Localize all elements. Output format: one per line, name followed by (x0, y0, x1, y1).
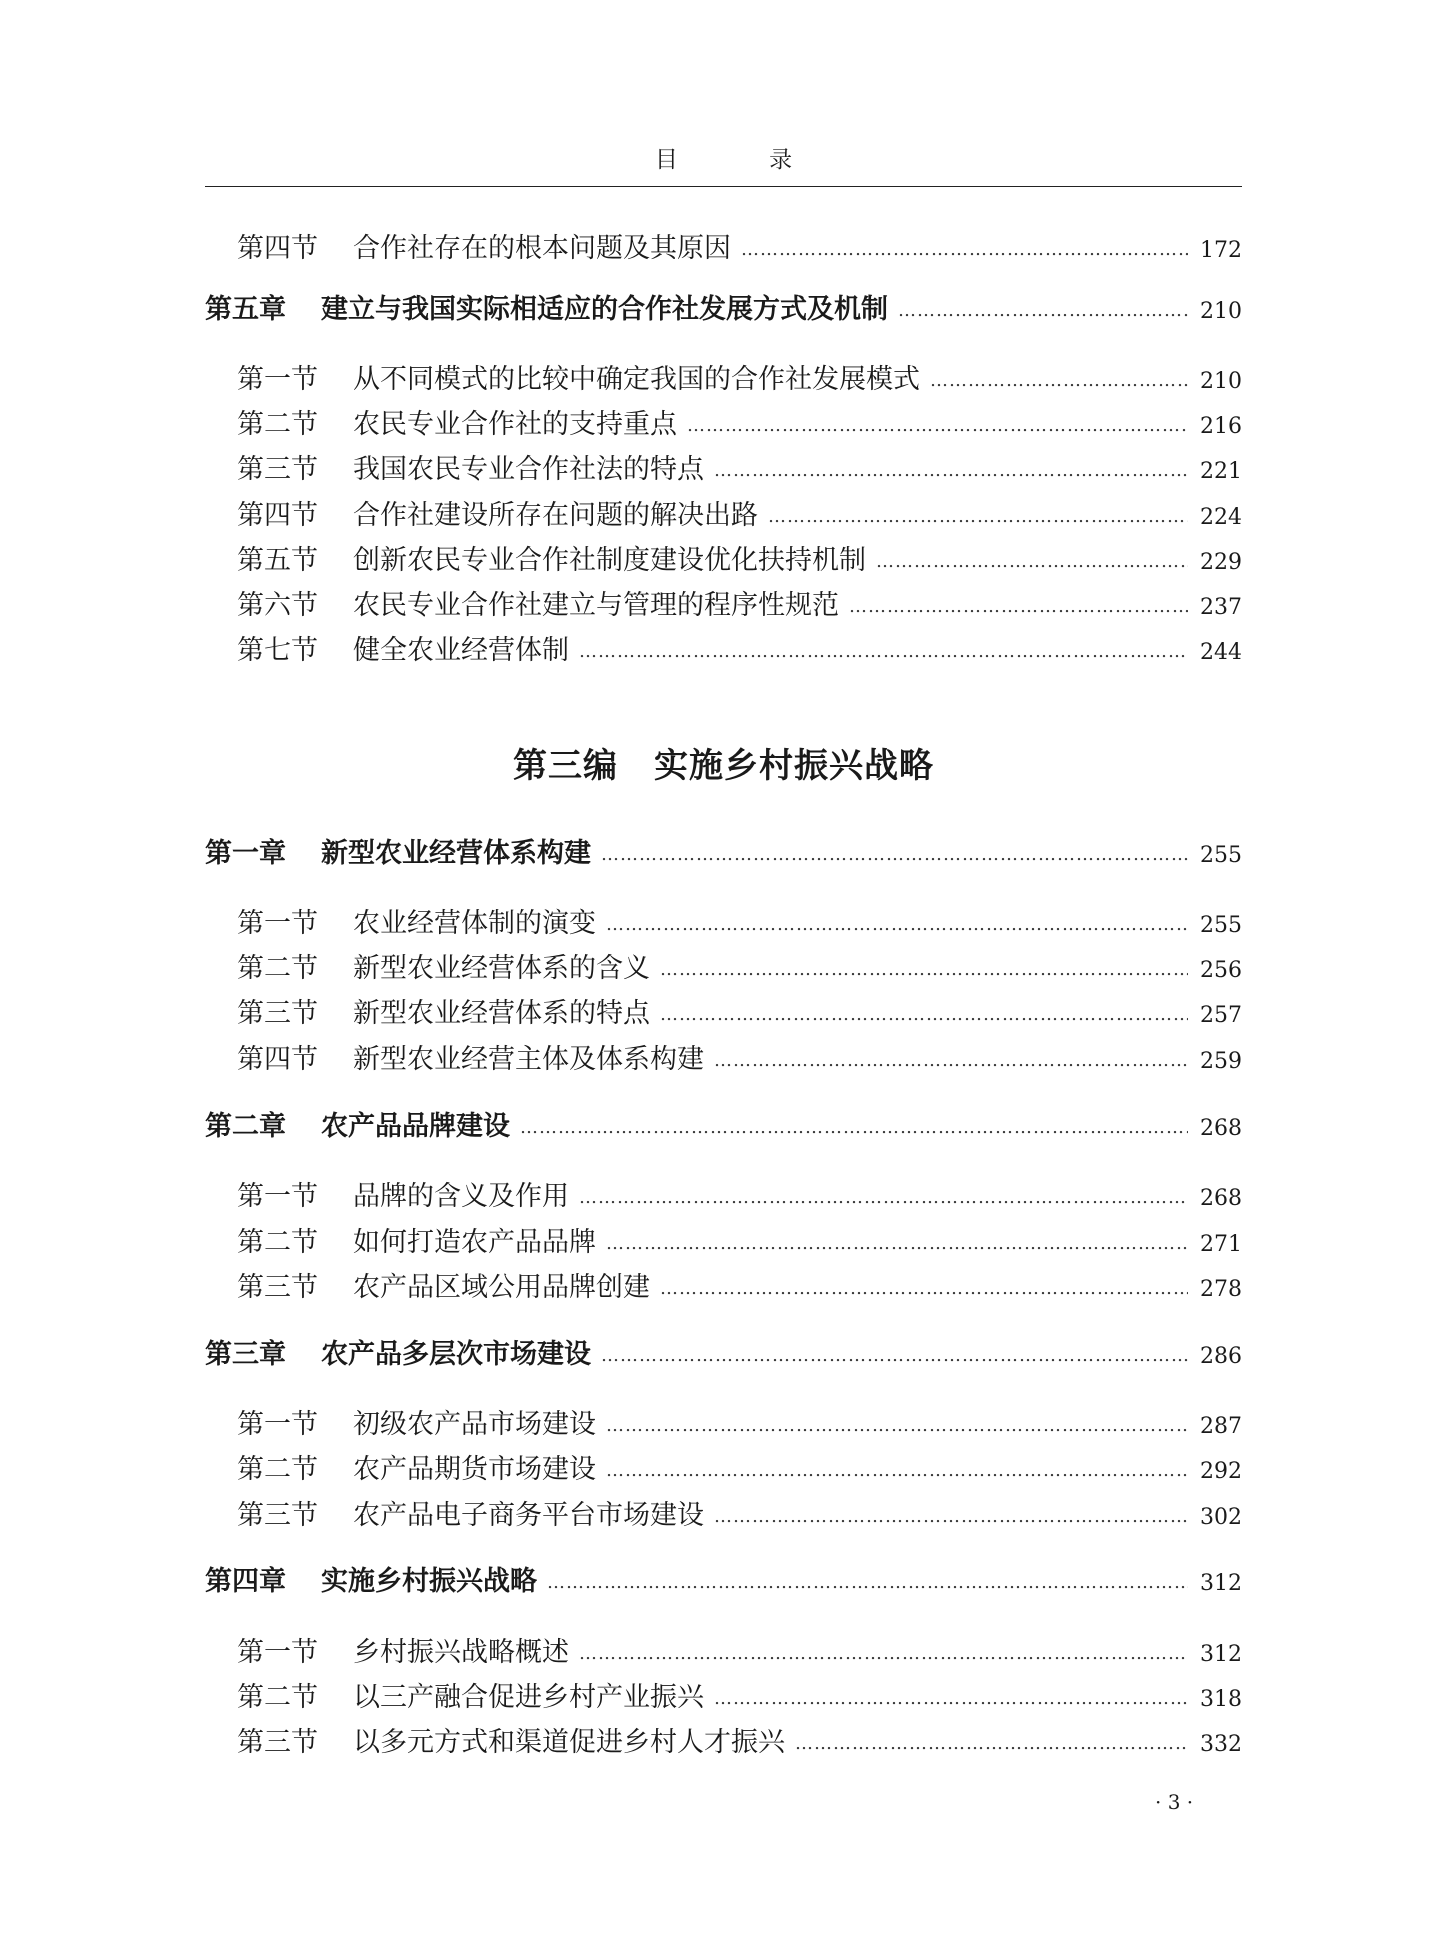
dot-leader (601, 1345, 1188, 1366)
dot-leader (547, 1572, 1188, 1593)
dot-leader (714, 1050, 1188, 1071)
section-number: 第三节 (237, 1272, 318, 1303)
toc-section-row (205, 226, 1242, 266)
page-ref: 221 (1200, 459, 1242, 484)
toc-chapter-row (205, 287, 1242, 327)
page-ref: 259 (1200, 1049, 1242, 1074)
toc-chapter-row (205, 1559, 1242, 1599)
chapter-number: 第一章 (205, 838, 286, 869)
section-title: 新型农业经营体系的含义 (353, 953, 650, 984)
section-number: 第四节 (237, 500, 318, 531)
section-number: 第二节 (237, 409, 318, 440)
toc-section-row (205, 1630, 1242, 1670)
dot-leader (579, 1187, 1188, 1208)
dot-leader (606, 1415, 1188, 1436)
dot-leader (714, 1506, 1188, 1527)
toc-section-row (205, 583, 1242, 623)
toc-section-row (205, 1675, 1242, 1715)
page-ref: 292 (1200, 1459, 1242, 1484)
dot-leader (660, 959, 1188, 980)
page-ref: 302 (1200, 1505, 1242, 1530)
section-title: 农民专业合作社的支持重点 (353, 409, 677, 440)
toc-section-row (205, 447, 1242, 487)
dot-leader (768, 506, 1188, 527)
section-title: 农产品电子商务平台市场建设 (353, 1500, 704, 1531)
section-number: 第三节 (237, 1500, 318, 1531)
section-title: 初级农产品市场建设 (353, 1409, 596, 1440)
dot-leader (606, 1233, 1188, 1254)
section-title: 如何打造农产品品牌 (353, 1227, 596, 1258)
dot-leader (660, 1278, 1188, 1299)
page-ref: 210 (1200, 299, 1242, 324)
dot-leader (876, 551, 1188, 572)
section-title: 农民专业合作社建立与管理的程序性规范 (353, 590, 839, 621)
section-number: 第三节 (237, 454, 318, 485)
chapter-number: 第二章 (205, 1111, 286, 1142)
section-number: 第一节 (237, 908, 318, 939)
dot-leader (579, 641, 1188, 662)
section-title: 农产品区域公用品牌创建 (353, 1272, 650, 1303)
running-header-title: 目 录 (654, 147, 835, 173)
dot-leader (930, 370, 1188, 391)
section-title: 合作社建设所存在问题的解决出路 (353, 500, 758, 531)
dot-leader (687, 415, 1188, 436)
section-number: 第五节 (237, 545, 318, 576)
page-ref: 286 (1200, 1344, 1242, 1369)
dot-leader (714, 1688, 1188, 1709)
dot-leader (520, 1117, 1188, 1138)
dot-leader (849, 596, 1188, 617)
dot-leader (898, 300, 1188, 321)
toc-section-row (205, 1174, 1242, 1214)
toc-section-row (205, 991, 1242, 1031)
dot-leader (601, 844, 1188, 865)
section-number: 第一节 (237, 1637, 318, 1668)
section-number: 第四节 (237, 1044, 318, 1075)
page-ref: 172 (1200, 238, 1242, 263)
chapter-number: 第三章 (205, 1339, 286, 1370)
section-number: 第七节 (237, 635, 318, 666)
page-ref: 256 (1200, 958, 1242, 983)
page-ref: 255 (1200, 913, 1242, 938)
toc-chapter-row (205, 831, 1242, 871)
section-number: 第一节 (237, 1409, 318, 1440)
section-number: 第四节 (237, 233, 318, 264)
section-number: 第六节 (237, 590, 318, 621)
toc-section-row (205, 901, 1242, 941)
chapter-title: 建立与我国实际相适应的合作社发展方式及机制 (321, 294, 888, 325)
toc-section-row (205, 1493, 1242, 1533)
toc-section-row (205, 1037, 1242, 1077)
page-ref: 255 (1200, 843, 1242, 868)
section-title: 从不同模式的比较中确定我国的合作社发展模式 (353, 364, 920, 395)
section-title: 新型农业经营体系的特点 (353, 998, 650, 1029)
page-ref: 229 (1200, 550, 1242, 575)
page-ref: 312 (1200, 1571, 1242, 1596)
part-title-text: 实施乡村振兴战略 (654, 746, 934, 786)
chapter-number: 第四章 (205, 1566, 286, 1597)
page-ref: 257 (1200, 1003, 1242, 1028)
section-number: 第一节 (237, 364, 318, 395)
section-number: 第三节 (237, 998, 318, 1029)
chapter-title: 新型农业经营体系构建 (321, 838, 591, 869)
section-title: 农业经营体制的演变 (353, 908, 596, 939)
section-title: 以多元方式和渠道促进乡村人才振兴 (353, 1727, 785, 1758)
section-number: 第一节 (237, 1181, 318, 1212)
dot-leader (714, 460, 1188, 481)
page-ref: 216 (1200, 414, 1242, 439)
toc-section-row (205, 402, 1242, 442)
section-title: 以三产融合促进乡村产业振兴 (353, 1682, 704, 1713)
page-ref: 271 (1200, 1232, 1242, 1257)
toc-section-row (205, 1265, 1242, 1305)
part-label: 第三编 (513, 746, 618, 786)
toc-section-row (205, 493, 1242, 533)
toc-chapter-row (205, 1332, 1242, 1372)
section-title: 品牌的含义及作用 (353, 1181, 569, 1212)
page-ref: 287 (1200, 1414, 1242, 1439)
section-title: 农产品期货市场建设 (353, 1454, 596, 1485)
dot-leader (579, 1643, 1188, 1664)
section-title: 新型农业经营主体及体系构建 (353, 1044, 704, 1075)
section-number: 第二节 (237, 1227, 318, 1258)
chapter-title: 农产品品牌建设 (321, 1111, 510, 1142)
toc-section-row (205, 1720, 1242, 1760)
toc-section-row (205, 1447, 1242, 1487)
toc-chapter-row (205, 1104, 1242, 1144)
toc-section-row (205, 1220, 1242, 1260)
toc-section-row (205, 946, 1242, 986)
page-number: · 3 · (1155, 1790, 1194, 1814)
toc-section-row (205, 1402, 1242, 1442)
page-ref: 237 (1200, 595, 1242, 620)
page-ref: 278 (1200, 1277, 1242, 1302)
section-number: 第二节 (237, 1682, 318, 1713)
toc-section-row (205, 628, 1242, 668)
section-title: 创新农民专业合作社制度建设优化扶持机制 (353, 545, 866, 576)
page-ref: 332 (1200, 1732, 1242, 1757)
part-heading (205, 738, 1242, 787)
chapter-title: 农产品多层次市场建设 (321, 1339, 591, 1370)
page-ref: 210 (1200, 369, 1242, 394)
header-rule (205, 186, 1242, 187)
page-ref: 224 (1200, 505, 1242, 530)
section-number: 第三节 (237, 1727, 318, 1758)
dot-leader (606, 1460, 1188, 1481)
page-ref: 244 (1200, 640, 1242, 665)
section-title: 健全农业经营体制 (353, 635, 569, 666)
page-ref: 268 (1200, 1116, 1242, 1141)
toc-section-row (205, 357, 1242, 397)
section-title: 乡村振兴战略概述 (353, 1637, 569, 1668)
chapter-number: 第五章 (205, 294, 286, 325)
page-ref: 268 (1200, 1186, 1242, 1211)
section-number: 第二节 (237, 953, 318, 984)
chapter-title: 实施乡村振兴战略 (321, 1566, 537, 1597)
dot-leader (795, 1733, 1188, 1754)
dot-leader (606, 914, 1188, 935)
dot-leader (741, 239, 1188, 260)
toc-section-row (205, 538, 1242, 578)
page-ref: 318 (1200, 1687, 1242, 1712)
section-title: 我国农民专业合作社法的特点 (353, 454, 704, 485)
page-ref: 312 (1200, 1642, 1242, 1667)
section-number: 第二节 (237, 1454, 318, 1485)
dot-leader (660, 1004, 1188, 1025)
section-title: 合作社存在的根本问题及其原因 (353, 233, 731, 264)
